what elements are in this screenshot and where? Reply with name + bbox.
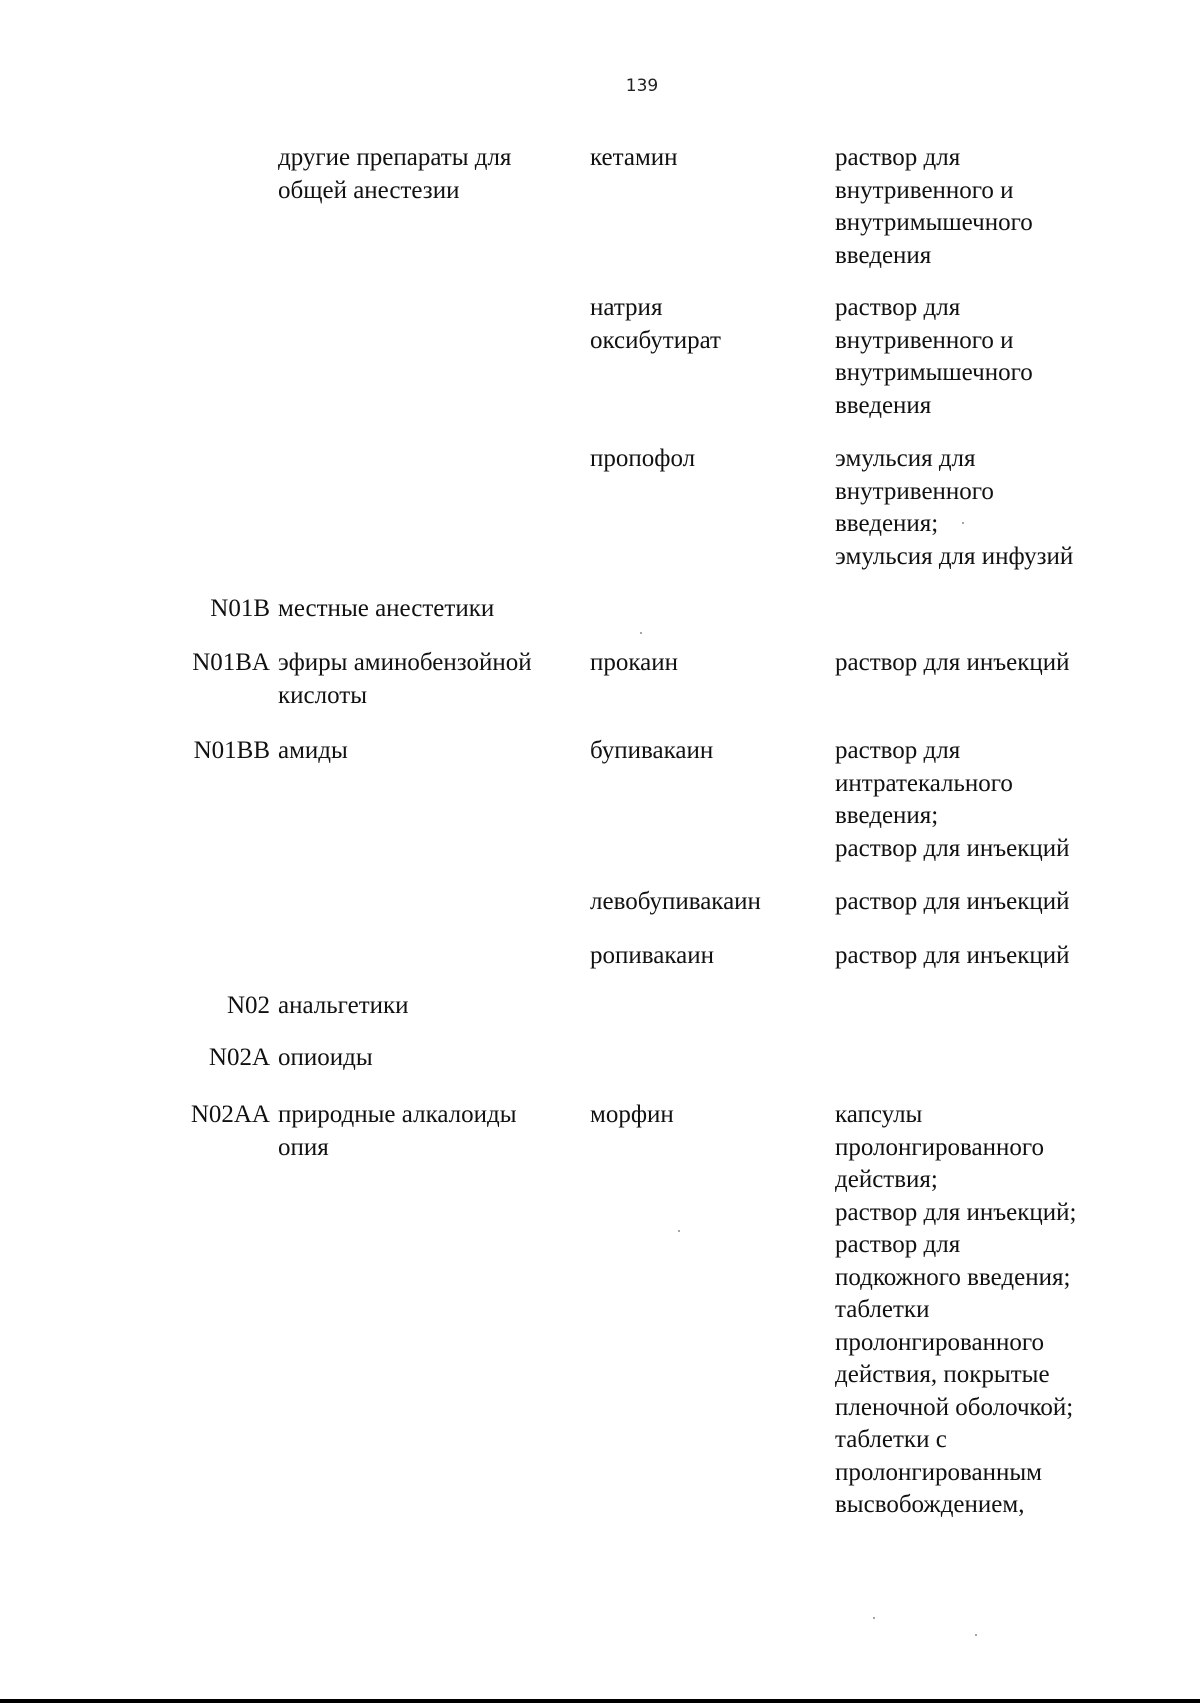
pharmacological-group: эфиры аминобензойной кислоты (278, 649, 532, 709)
atc-code: N02 (226, 992, 270, 1019)
dosage-form: капсулы пролонгированного действия; раствор для инъекций; раствор для подкожного введения; таблетки пролонгированного действия, покрытые пленочной оболочкой; таблетки с пролонгированным высвобождением, (835, 1101, 1077, 1518)
pharmacological-group: другие препараты для общей анестезии (278, 144, 512, 204)
pharmacological-group: опиоиды (278, 1044, 373, 1071)
page-number: 139 (625, 76, 659, 96)
drug-name: натрия оксибутират (590, 294, 721, 354)
drug-name: кетамин (590, 144, 678, 171)
atc-code: N01B (210, 595, 270, 622)
scan-speck (873, 1617, 875, 1619)
pharmacological-group: амиды (278, 737, 348, 764)
dosage-form: раствор для инъекций (835, 649, 1070, 676)
atc-code: N02A (208, 1044, 270, 1071)
dosage-form: эмульсия для внутривенного введения; эмульсия для инфузий (835, 445, 1074, 570)
dosage-form: раствор для внутривенного и внутримышечного введения (835, 294, 1033, 419)
drug-name: прокаин (590, 649, 679, 676)
dosage-form: раствор для интратекального введения; раствор для инъекций (835, 737, 1070, 862)
atc-code: N01BB (193, 737, 270, 764)
dosage-form: раствор для инъекций (835, 942, 1070, 969)
pharmacological-group: местные анестетики (278, 595, 495, 622)
scan-border-line (0, 1699, 1200, 1703)
scan-speck (640, 632, 642, 634)
drug-name: бупивакаин (590, 737, 714, 764)
drug-name: ропивакаин (590, 942, 714, 969)
drug-name: пропофол (590, 445, 696, 472)
scan-speck (678, 1230, 680, 1232)
drug-name: морфин (590, 1101, 674, 1128)
drug-name: левобупивакаин (590, 888, 761, 915)
atc-code: N02AA (190, 1101, 270, 1128)
atc-code: N01BA (192, 649, 270, 676)
dosage-form: раствор для инъекций (835, 888, 1070, 915)
pharmacological-group: анальгетики (278, 992, 409, 1019)
pharmacological-group: природные алкалоиды опия (278, 1101, 517, 1161)
scan-speck (962, 522, 964, 524)
dosage-form: раствор для внутривенного и внутримышечного введения (835, 144, 1033, 269)
scan-speck (975, 1634, 977, 1636)
